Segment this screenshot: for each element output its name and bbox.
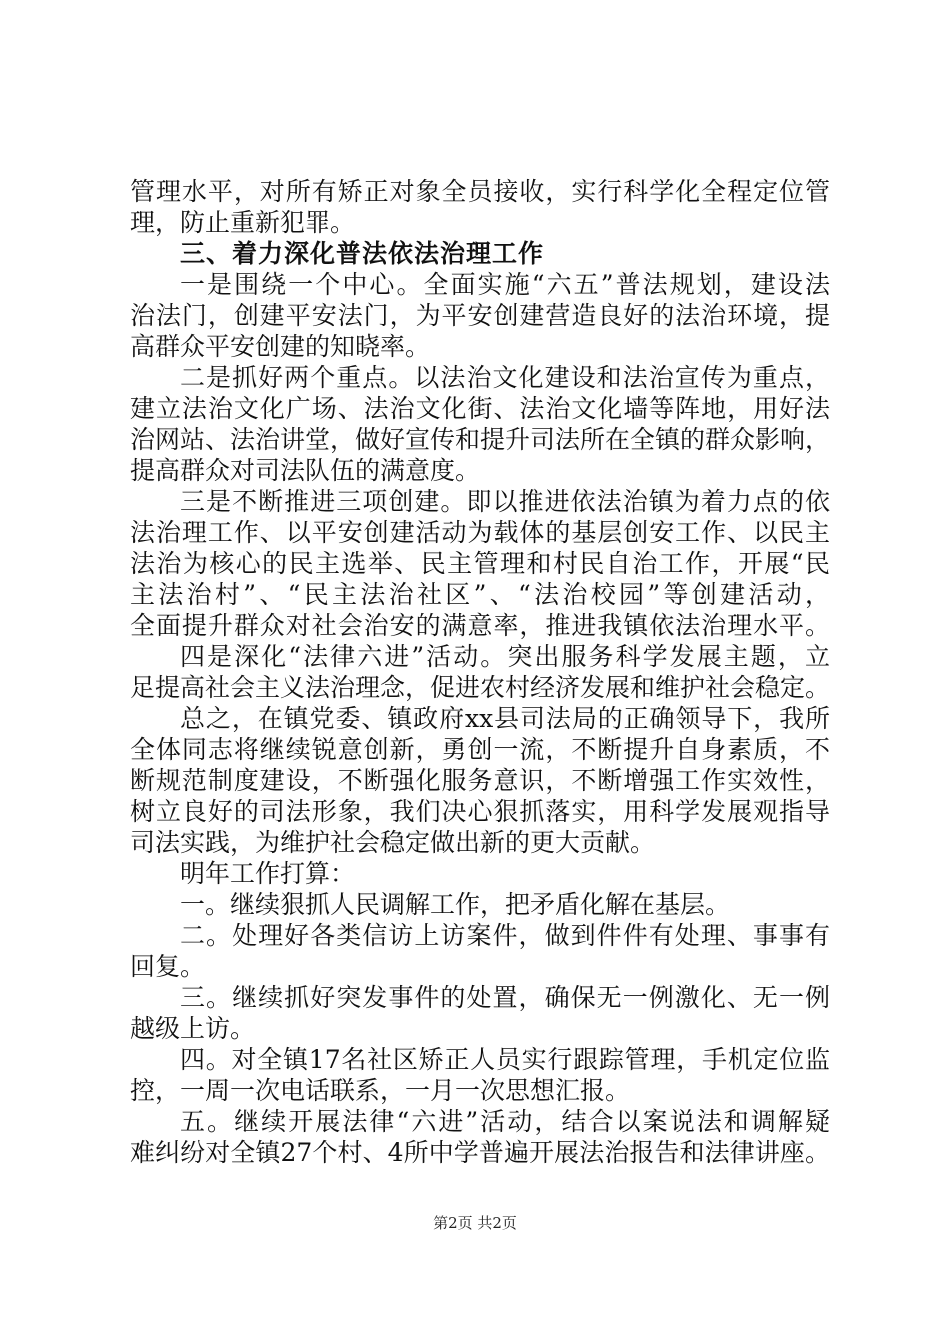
text-line: 四。对全镇17名社区矫正人员实行跟踪管理，手机定位监 [180,1045,830,1074]
text-line: 难纠纷对全镇27个村、4所中学普遍开展法治报告和法律讲座。 [130,1138,830,1167]
text-line: 二是抓好两个重点。以法治文化建设和法治宣传为重点， [180,363,830,392]
text-line: 明年工作打算： [180,859,356,888]
text-line: 司法实践，为维护社会稳定做出新的更大贡献。 [130,828,656,857]
text-line: 全面提升群众对社会治安的满意率，推进我镇依法治理水平。 [130,611,830,640]
document-body [130,176,830,1168]
text-line: 治法门，创建平安法门，为平安创建营造良好的法治环境，提 [130,301,830,330]
text-line: 控，一周一次电话联系，一月一次思想汇报。 [130,1076,631,1105]
text-line: 建立法治文化广场、法治文化街、法治文化墙等阵地，用好法 [130,394,830,423]
text-line: 理，防止重新犯罪。 [130,208,356,237]
text-line: 法治为核心的民主选举、民主管理和村民自治工作，开展“民 [130,549,830,578]
text-line: 一。继续狠抓人民调解工作，把矛盾化解在基层。 [180,890,731,919]
text-line: 一是围绕一个中心。全面实施“六五”普法规划，建设法 [180,270,830,299]
text-line: 回复。 [130,952,206,981]
page-number-footer: 第2页 共2页 [433,1214,517,1232]
text-line: 主法治村”、“民主法治社区”、“法治校园”等创建活动， [130,580,830,609]
text-line: 三是不断推进三项创建。即以推进依法治镇为着力点的依 [180,487,830,516]
text-line: 三。继续抓好突发事件的处置，确保无一例激化、无一例 [180,983,830,1012]
section-heading: 三、着力深化普法依法治理工作 [180,239,545,268]
text-line: 总之，在镇党委、镇政府xx县司法局的正确领导下，我所 [180,704,830,733]
text-line: 治网站、法治讲堂，做好宣传和提升司法所在全镇的群众影响， [130,425,831,454]
text-line: 二。处理好各类信访上访案件，做到件件有处理、事事有 [180,921,830,950]
text-line: 五。继续开展法律“六进”活动，结合以案说法和调解疑 [180,1107,830,1136]
text-line: 管理水平，对所有矫正对象全员接收，实行科学化全程定位管 [130,177,830,206]
text-line: 提高群众对司法队伍的满意度。 [130,456,481,485]
text-line: 树立良好的司法形象，我们决心狠抓落实，用科学发展观指导 [130,797,830,826]
text-line: 法治理工作、以平安创建活动为载体的基层创安工作、以民主 [130,518,830,547]
text-line: 越级上访。 [130,1014,256,1043]
text-line: 高群众平安创建的知晓率。 [130,332,431,361]
text-line: 足提高社会主义法治理念，促进农村经济发展和维护社会稳定。 [130,673,831,702]
text-line: 全体同志将继续锐意创新，勇创一流，不断提升自身素质，不 [130,735,830,764]
text-line: 四是深化“法律六进”活动。突出服务科学发展主题，立 [180,642,830,671]
text-line: 断规范制度建设，不断强化服务意识，不断增强工作实效性， [130,766,830,795]
